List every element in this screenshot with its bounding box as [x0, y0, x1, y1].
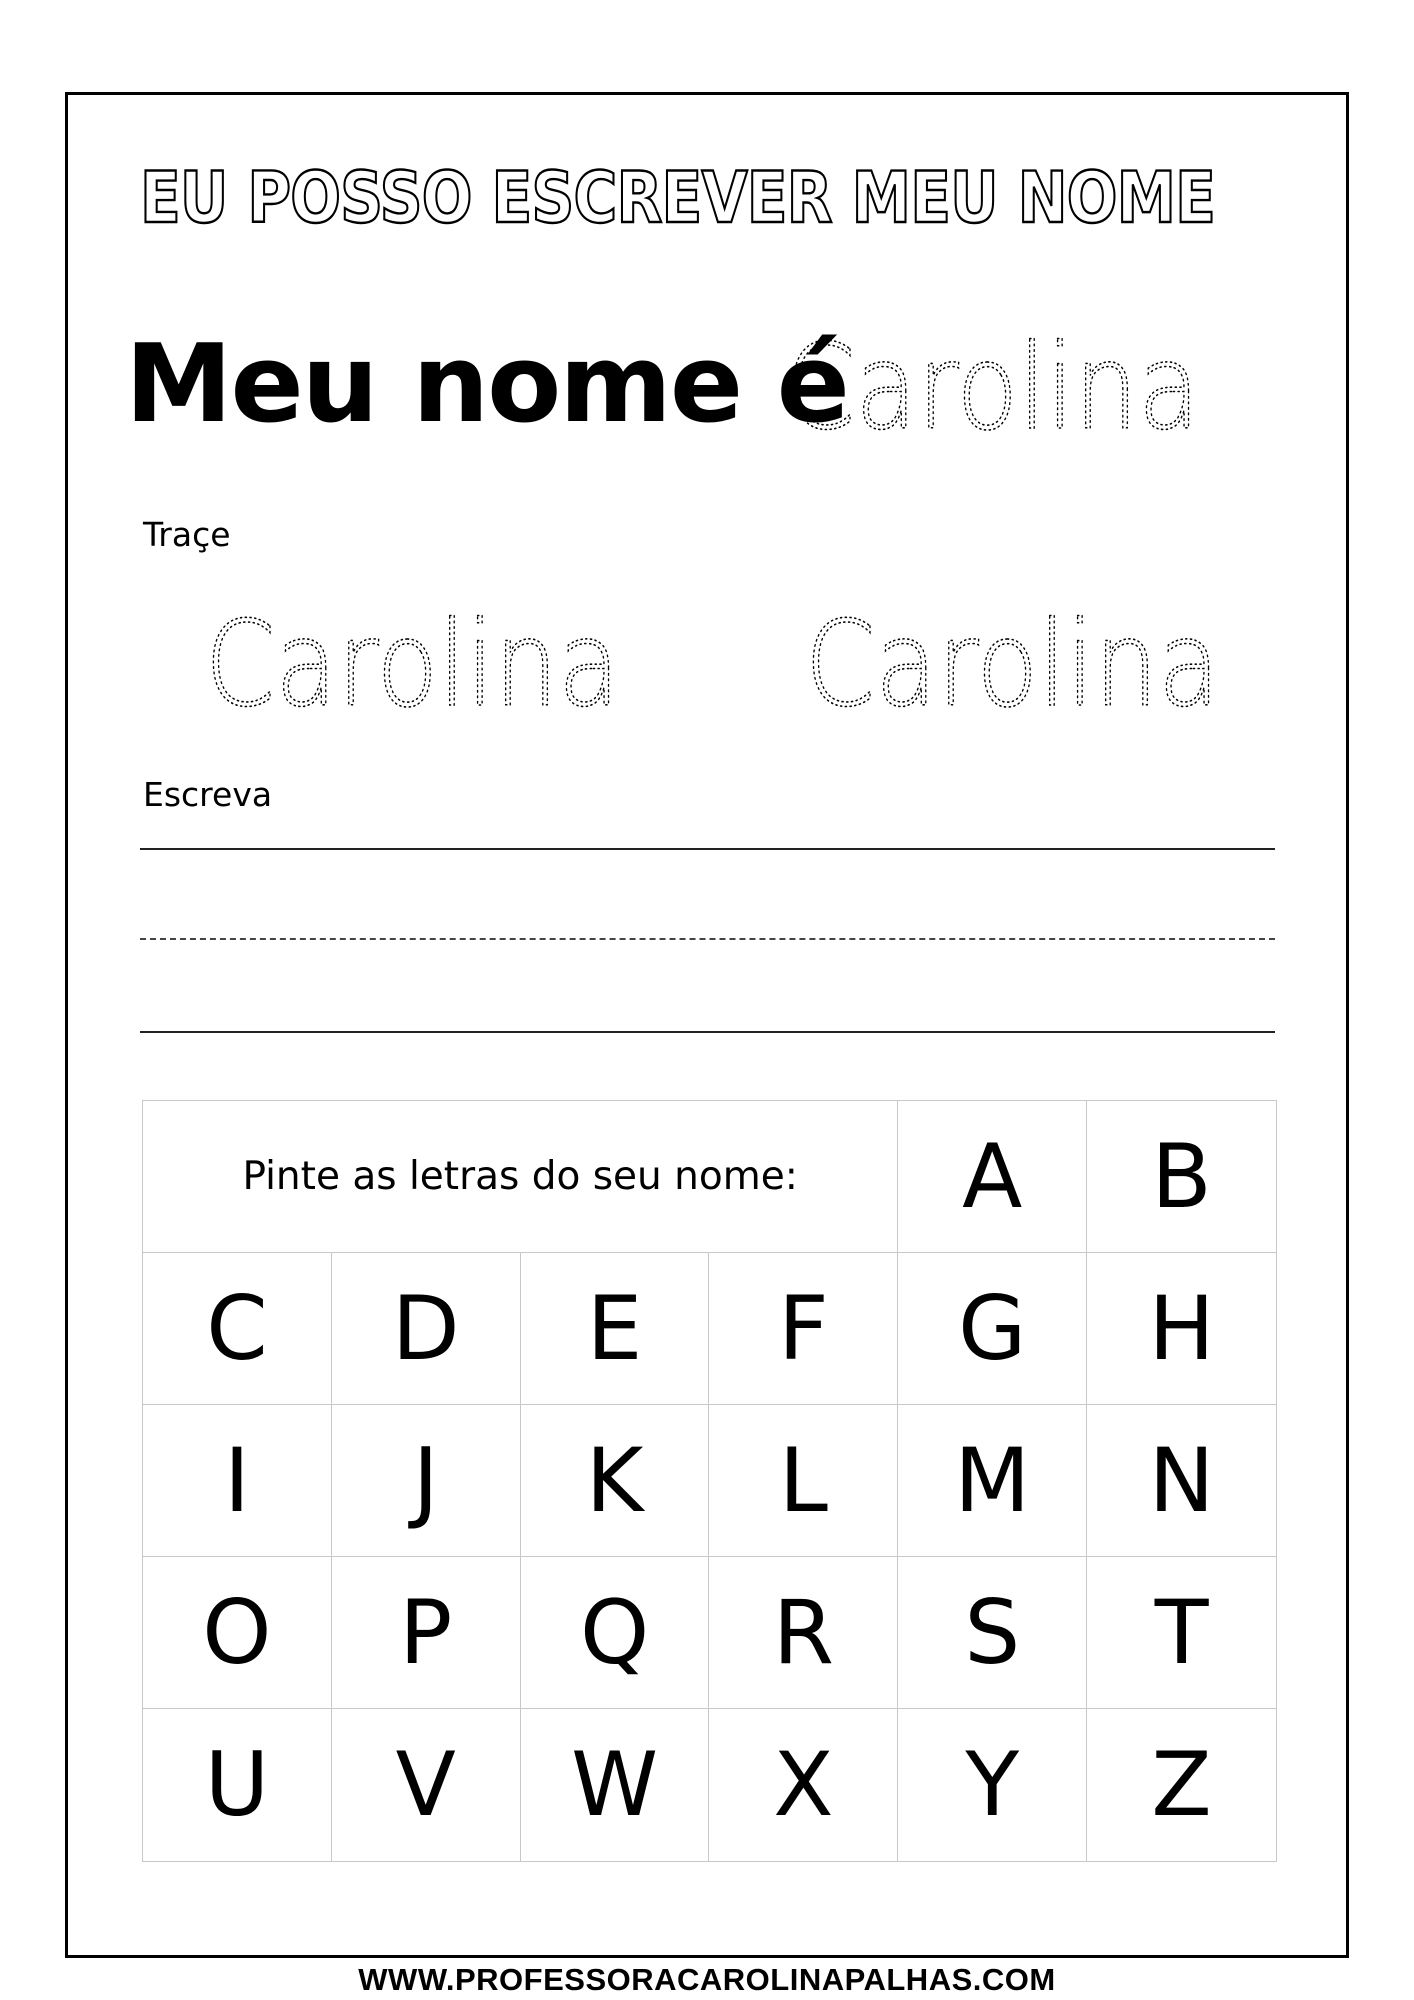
letter-cell-i[interactable]: I [143, 1405, 332, 1557]
letter-cell-h[interactable]: H [1087, 1253, 1276, 1405]
letter-cell-l[interactable]: L [709, 1405, 898, 1557]
trace-word-1-text: Carolina [205, 595, 620, 733]
letter-cell-d[interactable]: D [332, 1253, 521, 1405]
letter-cell-q[interactable]: Q [521, 1557, 710, 1709]
letter-cell-n[interactable]: N [1087, 1405, 1276, 1557]
alphabet-grid [142, 1100, 1277, 1862]
letter-cell-k[interactable]: K [521, 1405, 710, 1557]
letter-cell-z[interactable]: Z [1151, 1733, 1212, 1836]
letter-cell-s[interactable]: S [898, 1557, 1087, 1709]
writing-line-baseline [140, 1031, 1275, 1033]
letter-cell-r[interactable]: R [709, 1557, 898, 1709]
letter-cell-c[interactable]: C [143, 1253, 332, 1405]
letter-cell-o[interactable]: O [143, 1557, 332, 1709]
name-prefix: Meu nome é [125, 322, 848, 447]
letter-cell-m[interactable]: M [898, 1405, 1087, 1557]
writing-lines [140, 848, 1275, 1038]
name-trace [785, 318, 1205, 456]
trace-word-1 [205, 595, 625, 733]
trace-label: Traçe [143, 515, 231, 554]
letter-cell-f[interactable]: F [709, 1253, 898, 1405]
trace-word-2-text: Carolina [805, 595, 1220, 733]
letter-cell-y[interactable]: Y [898, 1709, 1087, 1861]
title-text: EU POSSO ESCREVER MEU NOME [140, 157, 1215, 239]
letter-cell-b[interactable]: B [1087, 1101, 1276, 1253]
letter-cell-g[interactable]: G [898, 1253, 1087, 1405]
letter-cell-j[interactable]: J [332, 1405, 521, 1557]
trace-word-2 [805, 595, 1225, 733]
writing-line-midline [140, 938, 1275, 940]
name-trace-text: Carolina [785, 318, 1200, 456]
footer-url: WWW.PROFESSORACAROLINAPALHAS.COM [358, 1962, 1056, 1997]
worksheet-title [140, 150, 1220, 240]
writing-line-top [140, 848, 1275, 850]
letter-cell-v[interactable]: V [332, 1709, 521, 1861]
name-statement [125, 318, 1225, 456]
alphabet-instruction: Pinte as letras do seu nome: [143, 1101, 898, 1253]
trace-row [195, 595, 1235, 733]
letter-cell-p[interactable]: P [332, 1557, 521, 1709]
write-label: Escreva [143, 775, 273, 814]
letter-cell-x[interactable]: X [709, 1709, 898, 1861]
letter-cell-a[interactable]: A [898, 1101, 1087, 1253]
letter-cell-e[interactable]: E [521, 1253, 710, 1405]
letter-cell-t[interactable]: T [1087, 1557, 1276, 1709]
letter-cell-w[interactable]: W [521, 1709, 710, 1861]
letter-cell-u[interactable]: U [143, 1709, 332, 1861]
